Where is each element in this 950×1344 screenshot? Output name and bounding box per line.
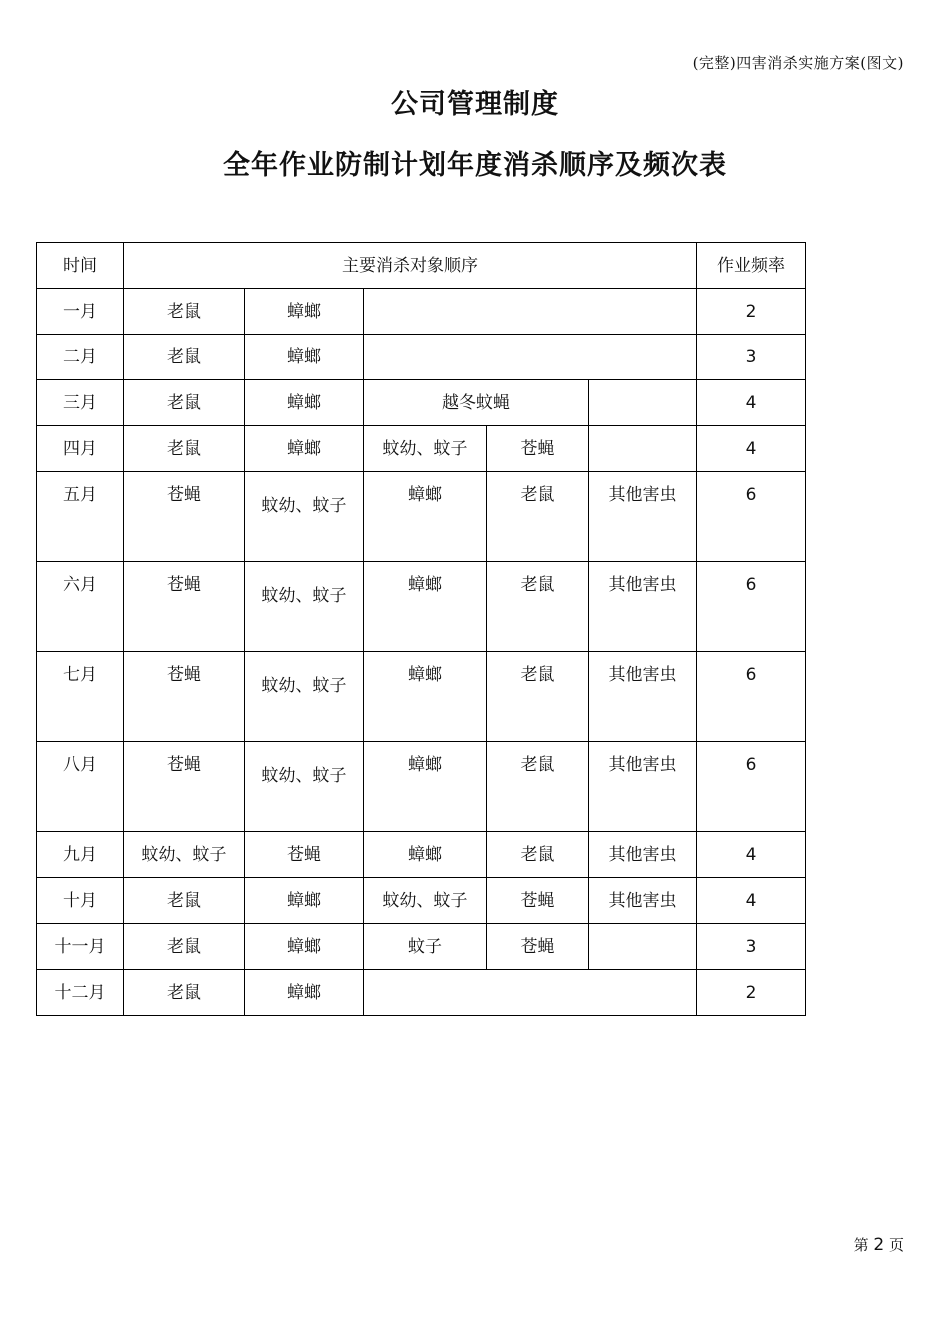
frequency-cell: 4	[697, 832, 806, 878]
target-cell-empty	[364, 970, 697, 1016]
target-cell	[589, 562, 697, 652]
target-label: 老鼠	[520, 575, 555, 595]
table-row	[37, 289, 806, 335]
frequency-label: 6	[745, 665, 757, 685]
month-cell: 一月	[37, 289, 124, 335]
target-cell: 蟑螂	[245, 970, 364, 1016]
frequency-cell: 4	[697, 426, 806, 472]
month-cell	[37, 472, 124, 562]
target-label: 蟑螂	[408, 485, 442, 505]
disinfection-schedule-table	[36, 242, 806, 1016]
target-cell: 苍蝇	[487, 924, 589, 970]
target-label: 蚊幼、蚊子	[261, 766, 347, 786]
target-cell: 蚊幼、蚊子	[364, 878, 487, 924]
month-label: 八月	[63, 755, 97, 775]
target-cell-wrapped	[245, 472, 364, 562]
target-label: 其他害虫	[608, 575, 677, 595]
target-cell	[364, 742, 487, 832]
month-label: 六月	[63, 575, 97, 595]
target-cell-empty	[589, 426, 697, 472]
month-label: 七月	[63, 665, 97, 685]
frequency-cell	[697, 652, 806, 742]
target-cell-empty	[589, 380, 697, 426]
target-label: 其他害虫	[608, 485, 677, 505]
frequency-cell: 2	[697, 289, 806, 335]
target-cell: 蟑螂	[245, 335, 364, 380]
header-targets: 主要消杀对象顺序	[124, 243, 697, 289]
target-cell	[487, 562, 589, 652]
target-label: 蚊幼、蚊子	[261, 586, 347, 606]
target-label: 蟑螂	[408, 575, 442, 595]
target-cell: 越冬蚊蝇	[364, 380, 589, 426]
month-cell: 十一月	[37, 924, 124, 970]
target-cell: 老鼠	[124, 289, 245, 335]
target-cell	[487, 742, 589, 832]
target-cell	[124, 472, 245, 562]
target-cell: 苍蝇	[487, 878, 589, 924]
frequency-cell: 2	[697, 970, 806, 1016]
target-cell: 老鼠	[124, 380, 245, 426]
target-cell-wrapped	[245, 562, 364, 652]
target-cell: 蟑螂	[245, 426, 364, 472]
running-header: (完整)四害消杀实施方案(图文)	[692, 54, 904, 72]
target-cell: 蟑螂	[245, 380, 364, 426]
table-row	[37, 426, 806, 472]
page-footer	[854, 1234, 904, 1255]
target-cell-empty	[364, 289, 697, 335]
frequency-cell	[697, 562, 806, 652]
target-cell-empty	[364, 335, 697, 380]
target-cell: 其他害虫	[589, 832, 697, 878]
table-row	[37, 472, 806, 562]
target-cell	[487, 652, 589, 742]
target-label: 老鼠	[520, 665, 555, 685]
target-label: 苍蝇	[167, 485, 201, 505]
target-label: 蚊幼、蚊子	[261, 496, 347, 516]
frequency-cell: 4	[697, 878, 806, 924]
month-cell: 十二月	[37, 970, 124, 1016]
target-label: 蟑螂	[408, 755, 442, 775]
table-row	[37, 652, 806, 742]
month-cell: 四月	[37, 426, 124, 472]
target-label: 苍蝇	[167, 755, 201, 775]
month-cell: 十月	[37, 878, 124, 924]
target-label: 其他害虫	[608, 665, 677, 685]
table-row	[37, 924, 806, 970]
target-cell-empty	[589, 924, 697, 970]
page-number: 2	[873, 1235, 885, 1255]
target-cell: 蟑螂	[364, 832, 487, 878]
target-cell: 老鼠	[124, 970, 245, 1016]
month-cell	[37, 562, 124, 652]
target-cell	[124, 562, 245, 652]
target-cell	[364, 652, 487, 742]
month-label: 五月	[63, 485, 97, 505]
target-cell: 老鼠	[124, 335, 245, 380]
target-cell	[487, 472, 589, 562]
target-cell	[364, 562, 487, 652]
target-label: 其他害虫	[608, 755, 677, 775]
frequency-label: 6	[745, 575, 757, 595]
target-cell	[589, 742, 697, 832]
header-time: 时间	[37, 243, 124, 289]
target-label: 蟑螂	[408, 665, 442, 685]
frequency-cell	[697, 472, 806, 562]
target-cell	[124, 652, 245, 742]
target-label: 苍蝇	[167, 575, 201, 595]
target-cell	[364, 472, 487, 562]
target-cell: 老鼠	[124, 924, 245, 970]
target-cell: 蟑螂	[245, 878, 364, 924]
target-cell: 蟑螂	[245, 924, 364, 970]
month-cell: 九月	[37, 832, 124, 878]
target-cell: 苍蝇	[245, 832, 364, 878]
month-cell: 二月	[37, 335, 124, 380]
target-cell-wrapped	[245, 742, 364, 832]
table-row	[37, 335, 806, 380]
target-cell: 蚊幼、蚊子	[124, 832, 245, 878]
frequency-cell: 3	[697, 924, 806, 970]
target-cell: 其他害虫	[589, 878, 697, 924]
target-label: 老鼠	[520, 755, 555, 775]
month-cell	[37, 742, 124, 832]
table-row	[37, 878, 806, 924]
frequency-label: 6	[745, 485, 757, 505]
target-cell	[589, 472, 697, 562]
header-frequency: 作业频率	[697, 243, 806, 289]
target-cell: 苍蝇	[487, 426, 589, 472]
table-row	[37, 380, 806, 426]
page-label-prefix: 第	[853, 1236, 869, 1254]
frequency-cell: 4	[697, 380, 806, 426]
target-cell: 蚊子	[364, 924, 487, 970]
table-row	[37, 562, 806, 652]
page-label-suffix: 页	[888, 1236, 904, 1254]
frequency-cell	[697, 742, 806, 832]
target-cell	[589, 652, 697, 742]
target-label: 苍蝇	[167, 665, 201, 685]
table-row	[37, 742, 806, 832]
target-label: 蚊幼、蚊子	[261, 676, 347, 696]
target-cell	[124, 742, 245, 832]
target-cell: 老鼠	[487, 832, 589, 878]
table-title: 全年作业防制计划年度消杀顺序及频次表	[223, 150, 727, 181]
target-cell: 老鼠	[124, 426, 245, 472]
month-cell	[37, 652, 124, 742]
target-cell: 蟑螂	[245, 289, 364, 335]
target-cell: 老鼠	[124, 878, 245, 924]
frequency-cell: 3	[697, 335, 806, 380]
frequency-label: 6	[745, 755, 757, 775]
month-cell: 三月	[37, 380, 124, 426]
target-cell-wrapped	[245, 652, 364, 742]
document-title: 公司管理制度	[391, 89, 559, 120]
table-row	[37, 970, 806, 1016]
target-cell: 蚊幼、蚊子	[364, 426, 487, 472]
table-row	[37, 832, 806, 878]
target-label: 老鼠	[520, 485, 555, 505]
table-header-row	[37, 243, 806, 289]
